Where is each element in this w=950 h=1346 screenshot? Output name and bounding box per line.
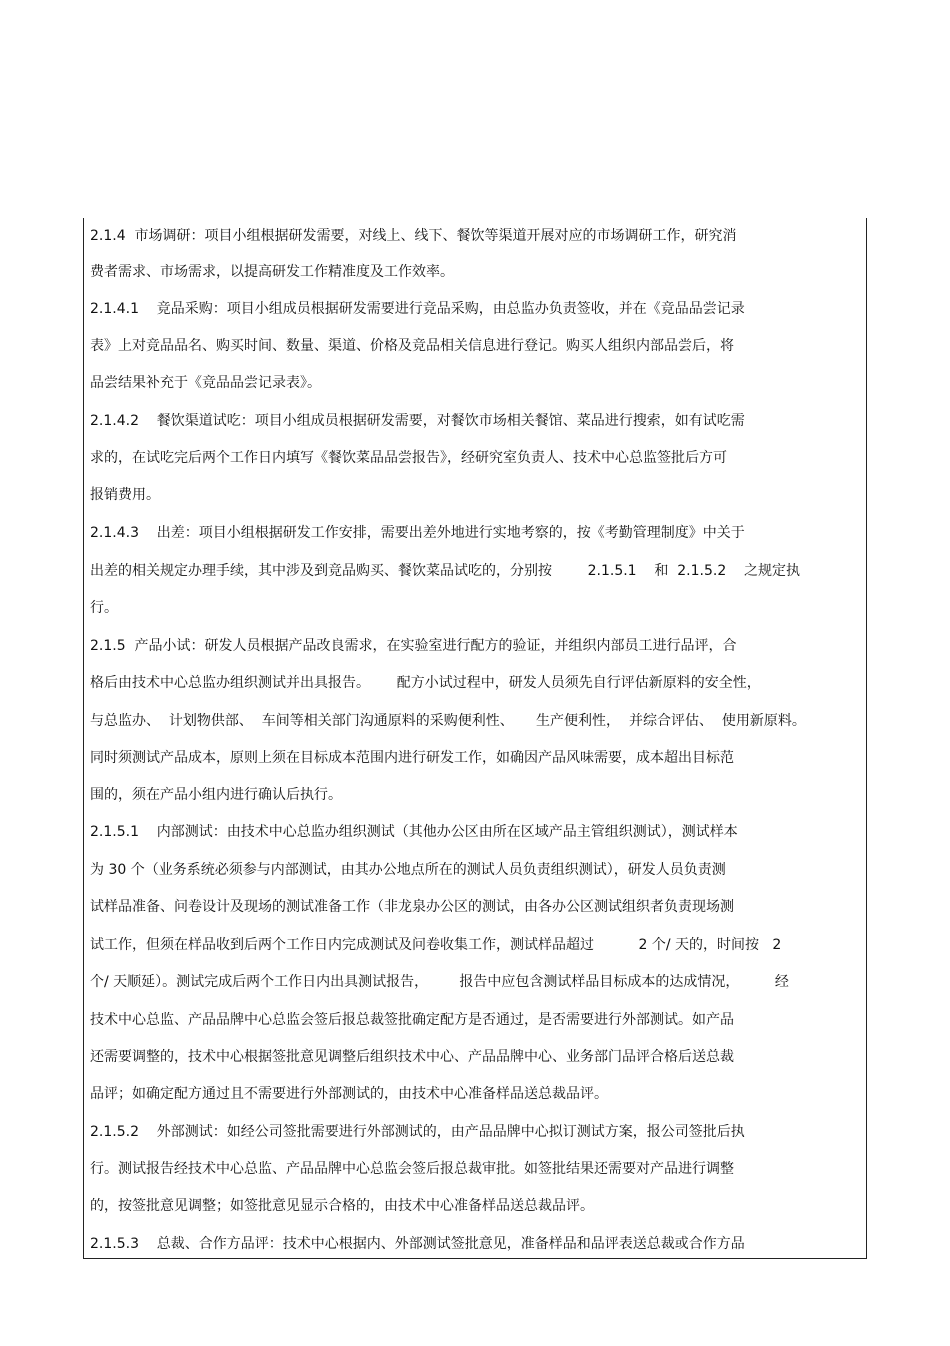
text-line: 围的，须在产品小组内进行确认后执行。 xyxy=(90,787,342,803)
text-line: 行。 xyxy=(90,600,118,616)
text-line: 费者需求、市场需求，以提高研发工作精准度及工作效率。 xyxy=(90,264,454,280)
text-line: 求的，在试吃完后两个工作日内填写《餐饮菜品品尝报告》，经研究室负责人、技术中心总监签批后方可 xyxy=(90,450,727,466)
text-line: 2.1.5.2 外部测试：如经公司签批需要进行外部测试的，由产品品牌中心拟订测试方案，报公司签批后执 xyxy=(90,1124,745,1140)
text-line: 出差的相关规定办理手续，其中涉及到竞品购买、餐饮菜品试吃的，分别按 2.1.5.1 和 2.1.5.2 之规定执 xyxy=(90,563,801,579)
text-line: 同时须测试产品成本，原则上须在目标成本范围内进行研发工作，如确因产品风味需要，成本超出目标范 xyxy=(90,750,734,766)
text-line: 2.1.4.3 出差：项目小组根据研发工作安排，需要出差外地进行实地考察的，按《考勤管理制度》中关于 xyxy=(90,525,745,541)
text-line: 还需要调整的，技术中心根据签批意见调整后组织技术中心、产品品牌中心、业务部门品评合格后送总裁 xyxy=(90,1049,734,1065)
text-line: 试工作，但须在样品收到后两个工作日内完成测试及问卷收集工作，测试样品超过 2 个/ 天的，时间按 2 xyxy=(90,937,782,953)
text-line: 格后由技术中心总监办组织测试并出具报告。 配方小试过程中，研发人员须先自行评估新原料的安全性， xyxy=(90,675,761,691)
text-line: 2.1.4.2 餐饮渠道试吃：项目小组成员根据研发需要，对餐饮市场相关餐馆、菜品进行搜索，如有试吃需 xyxy=(90,413,745,429)
text-line: 2.1.4.1 竞品采购：项目小组成员根据研发需要进行竞品采购，由总监办负责签收，并在《竞品品尝记录 xyxy=(90,301,745,317)
text-line: 个/ 天顺延）。测试完成后两个工作日内出具测试报告， 报告中应包含测试样品目标成本的达成情况， 经 xyxy=(90,974,789,990)
text-line: 的，按签批意见调整；如签批意见显示合格的，由技术中心准备样品送总裁品评。 xyxy=(90,1198,594,1214)
text-line: 品尝结果补充于《竞品品尝记录表》。 xyxy=(90,375,321,391)
text-line: 为 30 个（业务系统必须参与内部测试，由其办公地点所在的测试人员负责组织测试），研发人员负责测 xyxy=(90,862,726,878)
text-line: 行。测试报告经技术中心总监、产品品牌中心总监会签后报总裁审批。如签批结果还需要对产品进行调整 xyxy=(90,1161,734,1177)
text-line: 2.1.5.1 内部测试：由技术中心总监办组织测试（其他办公区由所在区域产品主管组织测试），测试样本 xyxy=(90,824,738,840)
text-line: 2.1.5 产品小试：研发人员根据产品改良需求，在实验室进行配方的验证，并组织内部员工进行品评，合 xyxy=(90,638,737,654)
text-line: 品评；如确定配方通过且不需要进行外部测试的，由技术中心准备样品送总裁品评。 xyxy=(90,1086,608,1102)
text-line: 试样品准备、问卷设计及现场的测试准备工作（非龙泉办公区的测试，由各办公区测试组织者负责现场测 xyxy=(90,899,734,915)
text-line: 与总监办、 计划物供部、 车间等相关部门沟通原料的采购便利性、 生产便利性， 并综合评估、 使用新原料。 xyxy=(90,713,806,729)
text-line: 2.1.5.3 总裁、合作方品评：技术中心根据内、外部测试签批意见，准备样品和品评表送总裁或合作方品 xyxy=(90,1236,745,1252)
text-line: 报销费用。 xyxy=(90,487,160,503)
text-line: 2.1.4 市场调研：项目小组根据研发需要，对线上、线下、餐饮等渠道开展对应的市场调研工作，研究消 xyxy=(90,228,737,244)
text-line: 表》上对竞品品名、购买时间、数量、渠道、价格及竞品相关信息进行登记。购买人组织内部品尝后，将 xyxy=(90,338,734,354)
text-line: 技术中心总监、产品品牌中心总监会签后报总裁签批确定配方是否通过，是否需要进行外部测试。如产品 xyxy=(90,1012,734,1028)
